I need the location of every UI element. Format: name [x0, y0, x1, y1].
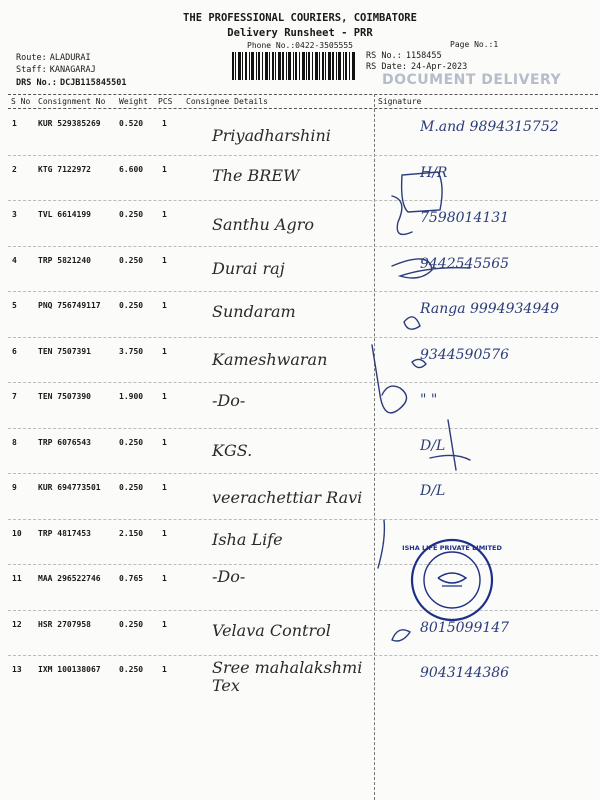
rs-date-value: 24-Apr-2023 [410, 62, 468, 72]
row-consignee: Kameshwaran [212, 349, 328, 369]
row-weight: 6.600 [119, 164, 144, 174]
row-pcs: 1 [162, 346, 167, 356]
col-header-consignee: Consignee Details [186, 97, 268, 106]
row-consignment-no: KTG 7122972 [38, 164, 91, 174]
row-consignment-no: TVL 6614199 [38, 210, 91, 219]
row-pcs: 1 [162, 210, 167, 219]
row-consignee: Priyadharshini [212, 126, 331, 145]
col-header-weight: Weight [119, 97, 148, 106]
row-consignment-no: PNQ 756749117 [38, 301, 101, 310]
staff-value: KANAGARAJ [49, 65, 96, 75]
row-consignee: Isha Life [212, 529, 283, 549]
route-value: ALADURAI [49, 53, 91, 63]
row-consignment-no: TEN 7507391 [38, 346, 91, 356]
row-consignee: Durai raj [212, 258, 285, 278]
row-weight: 0.250 [119, 483, 144, 492]
row-sno: 13 [12, 665, 22, 674]
row-consignee: veerachettiar Ravi [212, 488, 363, 507]
sig-scribble-6b [412, 359, 426, 367]
row-sno: 12 [12, 619, 22, 629]
staff-label: Staff: [16, 65, 47, 75]
row-sno: 5 [12, 301, 17, 310]
row-sno: 7 [12, 392, 17, 401]
row-signature: 9344590576 [420, 346, 510, 363]
rs-number-label: RS No.: [366, 51, 402, 61]
sig-scribble-4 [392, 259, 470, 278]
sig-scribble-2 [402, 172, 442, 212]
row-pcs: 1 [162, 301, 167, 310]
row-sno: 2 [12, 164, 17, 174]
sig-scribble-8 [430, 420, 470, 470]
row-pcs: 1 [162, 119, 167, 128]
row-consignment-no: MAA 296522746 [38, 574, 101, 583]
sig-scribble-3 [392, 196, 412, 234]
row-sno: 8 [12, 437, 17, 447]
drs-label: DRS No.: [16, 78, 57, 88]
sig-scribble-10 [378, 520, 384, 568]
row-weight: 0.250 [119, 437, 144, 447]
row-sno: 10 [12, 528, 22, 538]
row-consignee: Velava Control [212, 620, 331, 640]
row-weight: 0.250 [119, 619, 144, 629]
row-signature: 7598014131 [420, 210, 510, 226]
row-signature: M.and 9894315752 [420, 119, 559, 135]
row-sno: 4 [12, 255, 17, 265]
row-signature: Ranga 9994934949 [420, 301, 560, 317]
row-weight: 0.765 [119, 574, 144, 583]
row-pcs: 1 [162, 619, 167, 629]
row-weight: 0.520 [119, 119, 144, 128]
row-consignment-no: TRP 4817453 [38, 528, 91, 538]
page-number: Page No.:1 [450, 40, 499, 49]
row-signature: 8015099147 [420, 619, 510, 636]
row-consignee: Sundaram [212, 302, 296, 321]
company-seal-icon [402, 540, 502, 620]
row-weight: 0.250 [119, 210, 144, 219]
row-consignee: -Do- [212, 391, 246, 410]
rs-date-label: RS Date: [366, 62, 407, 72]
row-sno: 1 [12, 119, 17, 128]
row-pcs: 1 [162, 164, 167, 174]
row-sno: 6 [12, 346, 17, 356]
row-weight: 0.250 [119, 301, 144, 310]
row-consignment-no: TEN 7507390 [38, 392, 91, 401]
sig-scribble-12 [392, 630, 410, 641]
svg-text:ISHA LIFE PRIVATE LIMITED: ISHA LIFE PRIVATE LIMITED [402, 544, 502, 552]
route-label: Route: [16, 53, 47, 63]
row-signature: 9043144386 [420, 665, 510, 681]
row-sno: 3 [12, 210, 17, 219]
row-pcs: 1 [162, 483, 167, 492]
row-consignee: KGS. [212, 440, 253, 460]
row-pcs: 1 [162, 574, 167, 583]
rs-number-value: 1158455 [405, 51, 442, 61]
row-consignee: The BREW [212, 165, 300, 185]
row-signature: 9442545565 [420, 255, 510, 272]
row-sno: 9 [12, 483, 17, 492]
row-pcs: 1 [162, 255, 167, 265]
row-consignee: Santhu Agro [212, 215, 315, 234]
row-signature: D/L [420, 483, 446, 499]
row-consignee: Sree mahalakshmi Tex [212, 658, 363, 695]
col-header-pcs: PCS [158, 97, 173, 106]
row-weight: 1.900 [119, 392, 144, 401]
row-consignment-no: KUR 529385269 [38, 119, 101, 128]
col-header-consignment: Consignment No [38, 97, 106, 106]
row-consignee: -Do- [212, 567, 246, 586]
row-pcs: 1 [162, 665, 167, 674]
row-signature: " " [420, 392, 438, 408]
row-weight: 2.150 [119, 528, 144, 538]
row-weight: 0.250 [119, 665, 144, 674]
row-consignment-no: TRP 5821240 [38, 255, 91, 265]
row-consignment-no: KUR 694773501 [38, 483, 101, 492]
col-header-sno: S No [11, 97, 31, 106]
document-title: THE PROFESSIONAL COURIERS, COIMBATORE [183, 12, 417, 24]
row-pcs: 1 [162, 528, 167, 538]
row-signature: H/R [420, 164, 448, 181]
row-signature: D/L [420, 437, 446, 454]
row-pcs: 1 [162, 437, 167, 447]
sig-scribble-6 [372, 345, 407, 413]
document-delivery-stamp: DOCUMENT DELIVERY [382, 72, 562, 88]
document-subtitle: Delivery Runsheet - PRR [227, 27, 373, 39]
row-consignment-no: TRP 6076543 [38, 437, 91, 447]
phone-number: Phone No.:0422-3505555 [247, 41, 353, 50]
row-consignment-no: HSR 2707958 [38, 619, 91, 629]
row-weight: 3.750 [119, 346, 144, 356]
row-weight: 0.250 [119, 255, 144, 265]
row-consignment-no: IXM 100138067 [38, 665, 101, 674]
row-sno: 11 [12, 574, 22, 583]
col-header-signature: Signature [378, 97, 422, 106]
drs-value: DCJB115845501 [59, 78, 127, 88]
sig-scribble-5 [404, 317, 420, 329]
row-pcs: 1 [162, 392, 167, 401]
